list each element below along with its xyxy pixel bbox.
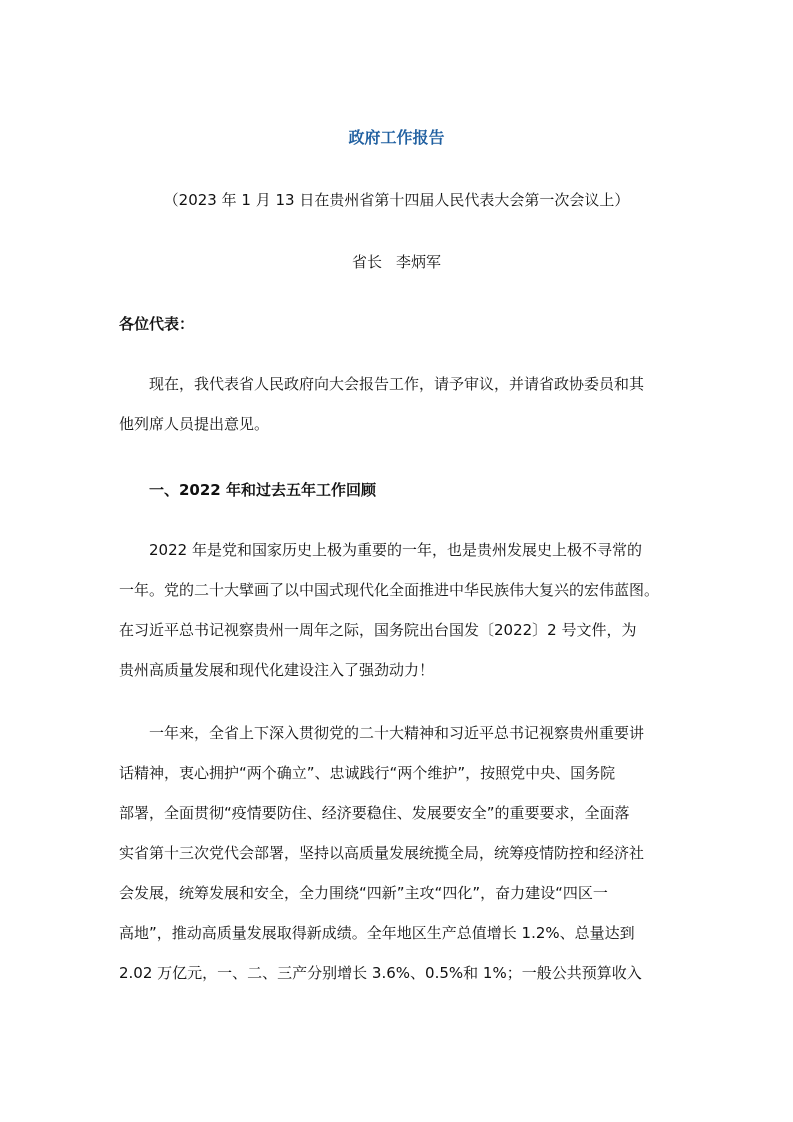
greeting: 各位代表： (119, 315, 195, 333)
paragraph-line: 2.02 万亿元，一、二、三产分别增长 3.6%、0.5%和 1%；一般公共预算收入 (119, 964, 642, 982)
paragraph-line: 在习近平总书记视察贵州一周年之际，国务院出台国发〔2022〕2 号文件，为 (119, 621, 637, 639)
document-title: 政府工作报告 (348, 128, 445, 147)
paragraph-line: 部署，全面贯彻“疫情要防住、经济要稳住、发展要安全”的重要要求，全面落 (119, 804, 630, 822)
document-subtitle: （2023 年 1 月 13 日在贵州省第十四届人民代表大会第一次会议上） (163, 191, 630, 209)
speaker-line (0, 250, 793, 274)
paragraph-line: 贵州高质量发展和现代化建设注入了强劲动力！ (119, 661, 435, 679)
speaker-name: 李炳军 (396, 253, 442, 271)
paragraph-intro (119, 364, 679, 444)
paragraph-line: 2022 年是党和国家历史上极为重要的一年，也是贵州发展史上极不寻常的 (149, 541, 642, 559)
section-heading: 一、2022 年和过去五年工作回顾 (149, 481, 376, 499)
paragraph-line: 一年来，全省上下深入贯彻党的二十大精神和习近平总书记视察贵州重要讲 (149, 724, 645, 742)
paragraph-2022-overview (119, 530, 679, 690)
paragraph-line: 他列席人员提出意见。 (119, 415, 270, 433)
paragraph-line: 一年。党的二十大擘画了以中国式现代化全面推进中华民族伟大复兴的宏伟蓝图。 (119, 581, 660, 599)
paragraph-line: 高地”，推动高质量发展取得新成绩。全年地区生产总值增长 1.2%、总量达到 (119, 924, 635, 942)
paragraph-line: 会发展，统筹发展和安全，全力围绕“四新”主攻“四化”，奋力建设“四区一 (119, 884, 608, 902)
paragraph-line: 实省第十三次党代会部署，坚持以高质量发展统揽全局，统筹疫情防控和经济社 (119, 844, 645, 862)
paragraph-year-review (119, 713, 679, 993)
paragraph-line: 话精神，衷心拥护“两个确立”、忠诚践行“两个维护”，按照党中央、国务院 (119, 764, 616, 782)
speaker-role: 省长 (351, 253, 382, 271)
paragraph-line: 现在，我代表省人民政府向大会报告工作，请予审议，并请省政协委员和其 (149, 375, 645, 393)
